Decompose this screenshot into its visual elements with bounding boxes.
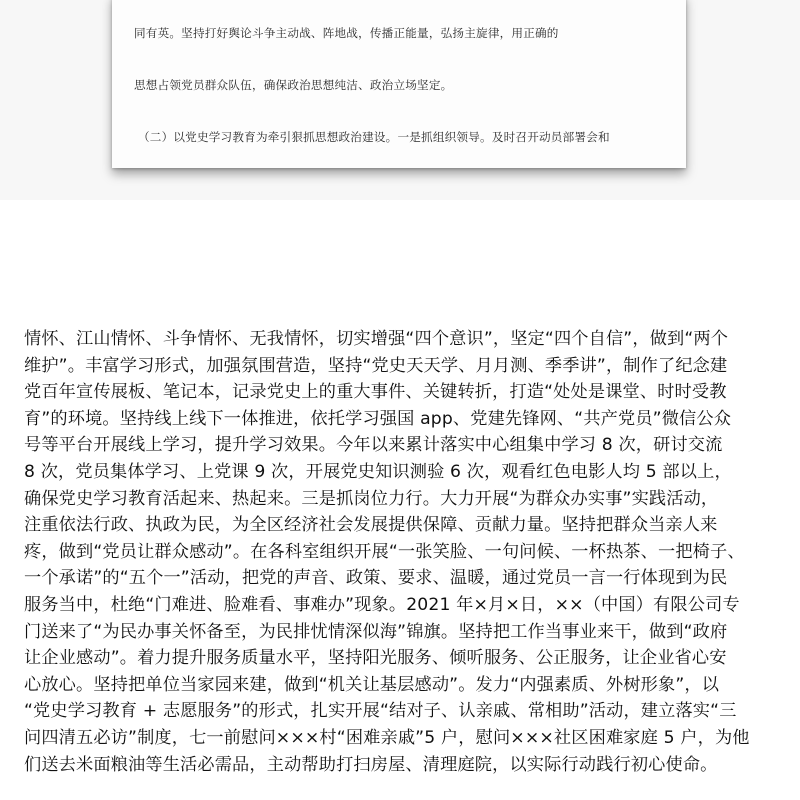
scanned-text-block xyxy=(134,0,666,168)
scan-line: 思想占领党员群众队伍，确保政治思想纯洁、政治立场坚定。 xyxy=(134,78,453,93)
body-line: 一个承诺”的“五个一”活动，把党的声音、政策、要求、温暖，通过党员一言一行体现到为民 xyxy=(24,568,728,589)
body-line: 党百年宣传展板、笔记本，记录党史上的重大事件、关键转折，打造“处处是课堂、时时受教 xyxy=(24,382,727,403)
scan-line: 同有英。坚持打好舆论斗争主动战、阵地战，传播正能量，弘扬主旋律，用正确的 xyxy=(134,25,559,40)
body-line: 门送来了“为民办事关怀备至，为民排忧情深似海”锦旗。坚持把工作当事业来干，做到“政府 xyxy=(24,621,728,642)
body-line: 维护”。丰富学习形式，加强氛围营造，坚持“党史天天学、月月测、季季讲”，制作了纪念建 xyxy=(24,355,728,376)
body-line: 情怀、江山情怀、斗争情怀、无我情怀，切实增强“四个意识”，坚定“四个自信”，做到“两个 xyxy=(24,329,729,349)
body-line: 确保党史学习教育活起来、热起来。三是抓岗位力行。大力开展“为群众办实事”实践活动， xyxy=(24,488,719,509)
body-line: 让企业感动”。着力提升服务质量水平，坚持阳光服务、倾听服务、公正服务，让企业省心安 xyxy=(24,648,727,669)
body-line: 心放心。坚持把单位当家园来建，做到“机关让基层感动”。发力“内强素质、外树形象”，以 xyxy=(24,674,720,695)
body-line: 注重依法行政、执政为民，为全区经济社会发展提供保障、贡献力量。坚持把群众当亲人来 xyxy=(24,515,718,536)
body-line: 育”的环境。坚持线上线下一体推进，依托学习强国 app、党建先锋网、“共产党员”微信公众 xyxy=(24,408,732,429)
body-line: 问四清五必访”制度，七一前慰问×××村“困难亲戚”5 户，慰问×××社区困难家庭 5 户，为他 xyxy=(24,727,750,748)
scan-line: （二）以党史学习教育为牵引狠抓思想政治建设。一是抓组织领导。及时召开动员部署会和 xyxy=(138,130,610,145)
body-line: 们送去米面粮油等生活必需品，主动帮助打扫房屋、清理庭院，以实际行动践行初心使命。 xyxy=(24,754,718,775)
body-paragraph xyxy=(24,326,780,800)
body-line: “党史学习教育 + 志愿服务”的形式，扎实开展“结对子、认亲戚、常相助”活动，建立落实“三 xyxy=(24,701,737,722)
body-line: 号等平台开展线上学习，提升学习效果。今年以来累计落实中心组集中学习 8 次，研讨交流 xyxy=(24,435,723,456)
body-line: 服务当中，杜绝“门难进、脸难看、事难办”现象。2021 年×月×日，××（中国）有限公司专 xyxy=(24,594,740,615)
body-line: 疼，做到“党员让群众感动”。在各科室组织开展“一张笑脸、一句问候、一杯热茶、一把椅子、 xyxy=(24,541,745,562)
body-line: 8 次，党员集体学习、上党课 9 次，开展党史知识测验 6 次，观看红色电影人均 5 部以上， xyxy=(24,461,732,482)
scanned-paper-sheet xyxy=(112,0,686,168)
scanned-page-photo xyxy=(0,0,800,200)
